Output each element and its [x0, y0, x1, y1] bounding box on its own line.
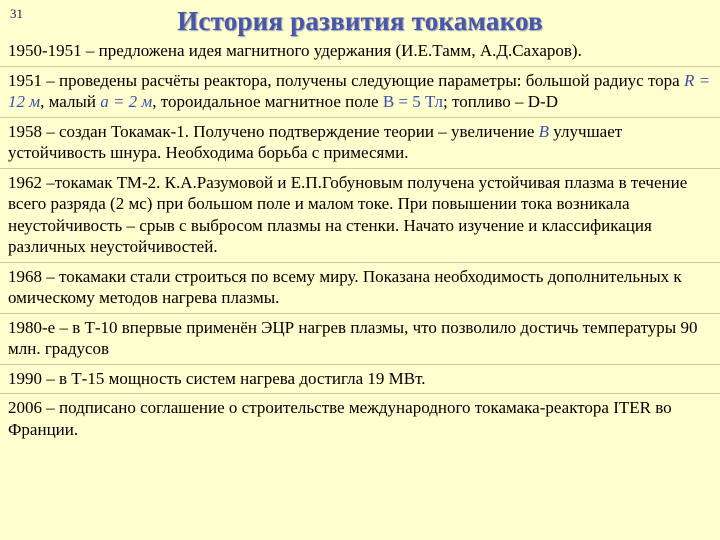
- entry-text-part: ; топливо – D-D: [443, 92, 558, 111]
- field-symbol: B: [538, 121, 550, 141]
- slide-title: История развития токамаков: [177, 6, 543, 36]
- timeline-entry-1951: [0, 66, 720, 117]
- timeline-entry-1950: [0, 37, 720, 66]
- big-radius-value: R = 12 м: [8, 70, 711, 111]
- timeline-entry-2006: [0, 393, 720, 444]
- entry-text: 1962 –токамак ТМ-2. К.А.Разумовой и Е.П.Гобуновым получена устойчивая плазма в течение всего разряда (2 мс) при большом поле и малом токе. При повышении тока возникала неустойчивость – срыв с выбросом плазмы на стенки. Начато изучение и классификация различных неустойчивостей.: [8, 172, 688, 256]
- timeline-entry-1958: [0, 117, 720, 168]
- entry-text: 1968 – токамаки стали строиться по всему миру. Показана необходимость дополнительных к омическому методов нагрева плазмы.: [8, 266, 682, 307]
- entry-text-part: 1951 – проведены расчёты реактора, получены следующие параметры: большой радиус тора: [8, 70, 684, 90]
- entry-text-part: , тороидальное магнитное поле: [152, 92, 383, 111]
- entry-text-part: улучшает устойчивость шнура. Необходима борьба с примесями.: [8, 121, 623, 162]
- entry-text-part: 1958 – создан Токамак-1. Получено подтверждение теории – увеличение: [8, 121, 539, 141]
- entry-text: 1990 – в Т-15 мощность систем нагрева достигла 19 МВт.: [8, 368, 426, 388]
- timeline-entry-1990: [0, 364, 720, 394]
- timeline-list: [0, 37, 720, 444]
- entry-text: 1980-е – в Т-10 впервые применён ЭЦР нагрев плазмы, что позволило достичь температуры 90 млн. градусов: [8, 317, 698, 358]
- small-radius-value: a = 2 м: [100, 92, 153, 111]
- magnetic-field-value: B = 5 Тл: [382, 92, 444, 111]
- entry-text-part: , малый: [40, 92, 101, 111]
- timeline-entry-1962: [0, 168, 720, 262]
- timeline-entry-1968: [0, 262, 720, 313]
- slide-number: 31: [10, 6, 23, 21]
- entry-text: 2006 – подписано соглашение о строительстве международного токамака-реактора ITER во Франции.: [8, 398, 672, 439]
- timeline-entry-1980s: [0, 313, 720, 364]
- entry-text: 1950-1951 – предложена идея магнитного удержания (И.Е.Тамм, А.Д.Сахаров).: [8, 41, 582, 60]
